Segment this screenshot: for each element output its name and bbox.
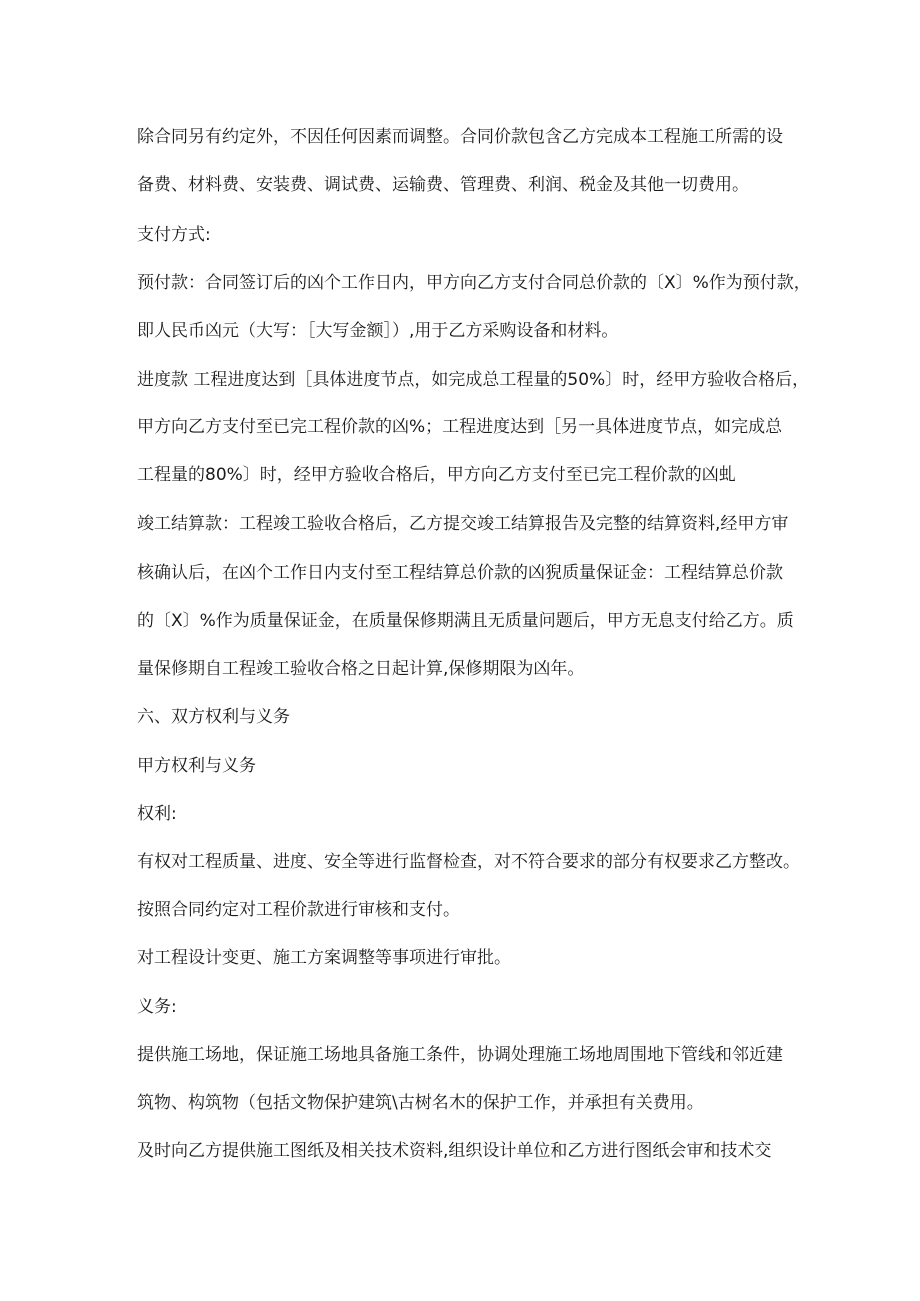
text-line: 即人民币凶元（大写：［大写金额］）,用于乙方采购设备和材料。 [137, 321, 619, 341]
text-line: 的〔X〕%作为质量保证金，在质量保修期满且无质量问题后，甲方无息支付给乙方。质 [137, 611, 794, 631]
text-line: 甲方向乙方支付至已完工程价款的凶%；工程进度达到［另一具体进度节点，如完成总 [137, 417, 783, 437]
text-line: 量保修期自工程竣工验收合格之日起计算,保修期限为凶年。 [137, 659, 585, 679]
text-line: 备费、材料费、安装费、调试费、运输费、管理费、利润、税金及其他一切费用。 [137, 175, 749, 195]
section-label: 支付方式: [137, 225, 211, 245]
subsection-heading: 甲方权利与义务 [137, 756, 256, 776]
text-line: 核确认后，在凶个工作日内支付至工程结算总价款的凶猊质量保证金：工程结算总价款 [137, 563, 783, 583]
text-line: 进度款 工程进度达到［具体进度节点，如完成总工程量的50%〕时，经甲方验收合格后， [137, 370, 810, 390]
text-line: 除合同另有约定外，不因任何因素而调整。合同价款包含乙方完成本工程施工所需的设 [137, 127, 783, 147]
section-label: 权利: [137, 804, 177, 824]
section-heading: 六、双方权利与义务 [137, 707, 290, 727]
text-line: 预付款：合同签订后的凶个工作日内，甲方向乙方支付合同总价款的〔X〕%作为预付款， [137, 273, 811, 293]
section-label: 义务: [137, 997, 177, 1017]
text-line: 对工程设计变更、施工方案调整等事项进行审批。 [137, 948, 511, 968]
text-line: 及时向乙方提供施工图纸及相关技术资料,组织设计单位和乙方进行图纸会审和技术交 [137, 1141, 772, 1161]
text-line: 工程量的80%〕时，经甲方验收合格后，甲方向乙方支付至已完工程价款的凶虬 [137, 465, 736, 485]
text-line: 筑物、构筑物（包括文物保护建筑\古树名木的保护工作，并承担有关费用。 [137, 1093, 704, 1113]
text-line: 按照合同约定对工程价款进行审核和支付。 [137, 900, 460, 920]
text-line: 提供施工场地，保证施工场地具备施工条件，协调处理施工场地周围地下管线和邻近建 [137, 1045, 783, 1065]
text-line: 竣工结算款：工程竣工验收合格后，乙方提交竣工结算报告及完整的结算资料,经甲方审 [137, 514, 789, 534]
text-line: 有权对工程质量、进度、安全等进行监督检查，对不符合要求的部分有权要求乙方整改。 [137, 852, 800, 872]
